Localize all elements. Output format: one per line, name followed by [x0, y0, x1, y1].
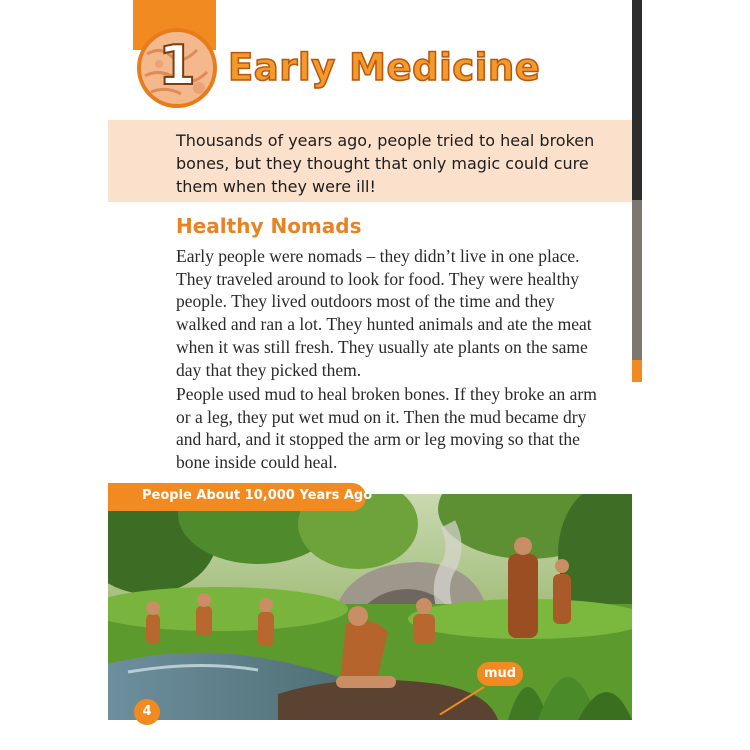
section-heading: Healthy Nomads [176, 214, 362, 238]
chapter-title: Early Medicine [228, 46, 541, 89]
body-paragraph: People used mud to heal broken bones. If they broke an arm or a leg, they put wet mud on it. Then the mud became dry and hard, and it stopped the arm or leg moving so that the bone inside could heal. [176, 384, 597, 473]
prehistoric-camp-illustration [108, 494, 632, 720]
chapter-number: 1 [158, 34, 196, 97]
adjacent-page-accent [632, 360, 642, 382]
chapter-number-badge [137, 28, 217, 108]
page-number: 4 [134, 699, 160, 725]
mud-label: mud [477, 662, 523, 686]
illustration-caption: People About 10,000 Years Ago [142, 488, 373, 503]
intro-text: Thousands of years ago, people tried to heal broken bones, but they thought that only magic could cure them when they were ill! [176, 131, 595, 196]
adjacent-page-photo-strip [632, 200, 642, 360]
illustration-scene [108, 494, 632, 720]
body-paragraph: Early people were nomads – they didn’t live in one place. They traveled around to look for food. They were healthy people. They lived outdoors most of the time and they walked and ran a lot. They hunted animals and ate the meat when it was still fresh. They usually ate plants on the same day that they picked them. [176, 246, 592, 380]
